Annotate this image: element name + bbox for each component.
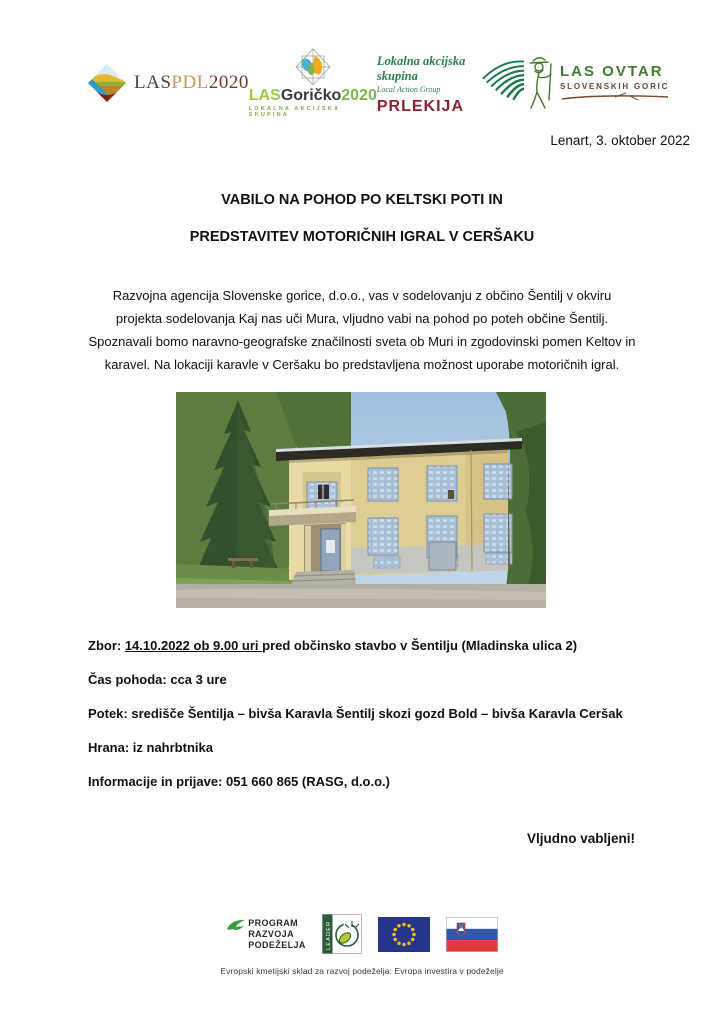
detail-zbor-datetime: 14.10.2022 ob 9.00 uri [124,638,263,653]
logo-las-ovtar [524,54,670,112]
closing-line: Vljudno vabljeni! [526,831,635,846]
detail-cas-pohoda: Čas pohoda: cca 3 ure [88,672,227,687]
laspdl-year: 2020 [208,72,249,93]
detail-informacije: Informacije in prijave: 051 660 865 (RASG, d.o.o.) [88,774,390,789]
ovtar-figure-icon [524,54,556,112]
laspdl-logo-text [134,72,249,94]
date-line: Lenart, 3. oktober 2022 [550,133,690,148]
leader-label: LEADER [325,920,332,950]
laspdl-diamond-icon [85,61,129,105]
prlekija-tagline-en: Local Action Group [376,85,441,94]
intro-paragraph: Razvojna agencija Slovenske gorice, d.o.o., vas v sodelovanju z občino Šentilj v okviru projekta sodelovanja Kaj nas uči Mura, vljudno vabi na pohod po poteh občine Šentilj. Spoznavali bomo naravno-geografske značilnosti sveta ob Muri in zgodovinski pomen Keltov in karavel. Na lokaciji karavle v Ceršaku bo predstavljena možnost uporabe motoričnih igral. [88,288,636,372]
goricko-name: Goričko [280,87,342,104]
header-logo-row [85,44,670,122]
ovtar-subtitle: SLOVENSKIH GORIC [560,82,670,91]
slovenia-flag [446,917,498,952]
logo-program-razvoja-podezelja [226,918,306,951]
title-line-2: PREDSTAVITEV MOTORIČNIH IGRAL V CERŠAKU [189,229,535,245]
prp-line-1: PROGRAM [248,917,298,928]
prlekija-name: PRLEKIJA [376,98,464,115]
laspdl-las: LAS [134,72,172,93]
leader-logo [322,914,362,954]
goricko-flower-icon [294,48,332,86]
prp-line-3: PODEŽELJA [248,939,306,950]
goricko-subtitle: LOKALNA AKCIJSKA SKUPINA [248,106,340,118]
logo-las-goricko2020 [249,48,377,118]
logo-laspdl2020 [85,61,249,105]
prp-logo-text [248,918,306,951]
goricko-las: LAS [248,87,281,104]
title-line-1: VABILO NA POHOD PO KELTSKI POTI IN [221,192,503,208]
prp-line-2: RAZVOJA [248,928,294,939]
ovtar-name: LAS OVTAR [560,63,664,80]
ovtar-branch-icon [560,91,670,103]
prlekija-waves-icon [482,50,524,108]
goricko-logo-text [249,88,377,104]
footer-logo-row [0,914,724,954]
event-details [88,638,648,808]
prlekija-logo-text [377,50,478,116]
karavla-photo [176,392,546,608]
logo-las-prlekija [377,50,524,116]
swallow-icon [226,918,246,936]
ovtar-logo-text [560,63,670,103]
document-title [0,192,724,245]
goricko-year: 2020 [341,87,377,104]
detail-zbor-place: pred občinsko stavbo v Šentilju (Mladinska ulica 2) [262,638,578,653]
detail-hrana: Hrana: iz nahrbtnika [88,740,213,755]
eu-flag [378,917,430,952]
footer-caption: Evropski kmetijski sklad za razvoj podeželja: Evropa investira v podeželje [220,966,504,976]
detail-zbor [88,638,648,653]
detail-zbor-label: Zbor: [88,638,125,653]
detail-potek: Potek: središče Šentilja – bivša Karavla Šentilj skozi gozd Bold – bivša Karavla Ceršak [88,706,623,721]
laspdl-pdl: PDL [171,72,209,93]
prlekija-tagline-sl: Lokalna akcijska skupina [376,54,466,83]
